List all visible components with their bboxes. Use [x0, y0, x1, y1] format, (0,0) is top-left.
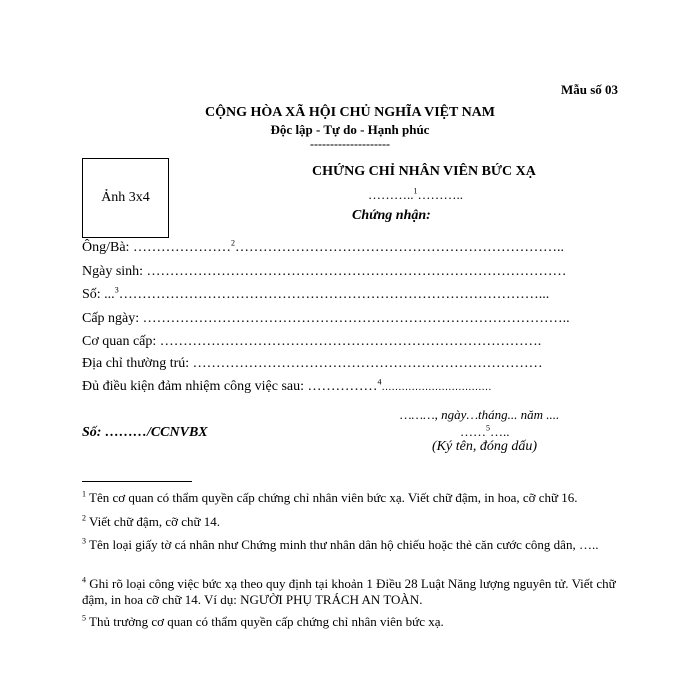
header-separator: -------------------- [310, 137, 390, 151]
signature-date-line: ………, ngày…tháng... năm .... [400, 407, 560, 422]
field-birthdate [82, 264, 567, 280]
certificate-number-line [368, 187, 463, 203]
footnote-text: Thủ trưởng cơ quan có thẩm quyền cấp chứng chỉ nhân viên bức xạ. [89, 614, 444, 629]
field-issuing-agency-label: Cơ quan cấp: ………………………………………………………………………. [82, 334, 542, 349]
footnote-text: Viết chữ đậm, cỡ chữ 14. [89, 514, 221, 529]
footnote-number: 1 [82, 489, 86, 499]
field-number-label: Số: ... [82, 287, 115, 302]
field-number-dots: ………………………………………………………………………………... [118, 287, 550, 302]
footnote-number: 3 [82, 536, 86, 546]
footnote-text: Ghi rõ loại công việc bức xạ theo quy định tại khoản 1 Điều 28 Luật Năng lượng nguyên tử. Viết chữ đậm, in hoa cỡ chữ 14. Ví dụ: NGƯỜI PHỤ TRÁCH AN TOÀN. [82, 576, 616, 607]
footnote-divider [82, 481, 192, 482]
certificate-title: CHỨNG CHỈ NHÂN VIÊN BỨC XẠ [312, 164, 536, 179]
document-number: Số: ………/CCNVBX [82, 425, 208, 440]
footnote-ref-2: 2 [230, 238, 235, 248]
field-qualification-label: Đủ điều kiện đảm nhiệm công việc sau: …………… [82, 379, 378, 394]
signature-authority-line [460, 424, 510, 440]
field-name-label: Ông/Bà: ………………… [82, 240, 231, 255]
certify-heading: Chứng nhận: [352, 208, 431, 223]
field-address [82, 356, 543, 372]
field-issue-date-label: Cấp ngày: ……………………………………………………………………………….. [82, 311, 570, 326]
footnote-1 [82, 490, 622, 506]
form-number: Mẫu số 03 [560, 82, 618, 97]
photo-placeholder [82, 158, 169, 238]
field-qualification-dots: …………………………… [381, 382, 492, 393]
certificate-number-left: ……….. [368, 187, 414, 202]
signature-note: (Ký tên, đóng dấu) [432, 439, 537, 454]
footnote-ref-3: 3 [114, 285, 119, 295]
signature-dots-left: …… [460, 424, 486, 439]
footnote-text: Tên loại giấy tờ cá nhân như Chứng minh thư nhân dân hộ chiếu hoặc thẻ căn cước công dân, ….. [89, 537, 599, 552]
signature-dots-right: ….. [490, 424, 510, 439]
footnote-ref-1: 1 [413, 186, 418, 196]
footnote-2 [82, 514, 622, 530]
field-issuing-agency [82, 334, 541, 350]
certificate-number-right: ……….. [417, 187, 463, 202]
field-name [82, 240, 564, 256]
field-address-label: Địa chỉ thường trú: ………………………………………………………………… [82, 356, 543, 371]
national-motto: Độc lập - Tự do - Hạnh phúc [270, 122, 430, 137]
national-title: CỘNG HÒA XÃ HỘI CHỦ NGHĨA VIỆT NAM [204, 105, 495, 120]
footnote-3 [82, 537, 622, 553]
footnote-number: 5 [82, 613, 86, 623]
field-birthdate-label: Ngày sinh: ……………………………………………………………………………… [82, 264, 567, 279]
field-issue-date [82, 311, 570, 327]
footnote-ref-4: 4 [377, 377, 382, 387]
footnote-4 [82, 576, 622, 608]
footnote-ref-5: 5 [486, 423, 490, 433]
field-qualification [82, 379, 492, 395]
field-number [82, 287, 549, 303]
footnote-text: Tên cơ quan có thẩm quyền cấp chứng chỉ nhân viên bức xạ. Viết chữ đậm, in hoa, cỡ chữ 16. [89, 490, 578, 505]
footnote-5 [82, 614, 622, 630]
footnote-number: 2 [82, 513, 86, 523]
footnote-number: 4 [82, 575, 86, 585]
photo-label: Ảnh 3x4 [101, 190, 150, 205]
field-name-dots: …………………………………………………………….. [234, 240, 564, 255]
